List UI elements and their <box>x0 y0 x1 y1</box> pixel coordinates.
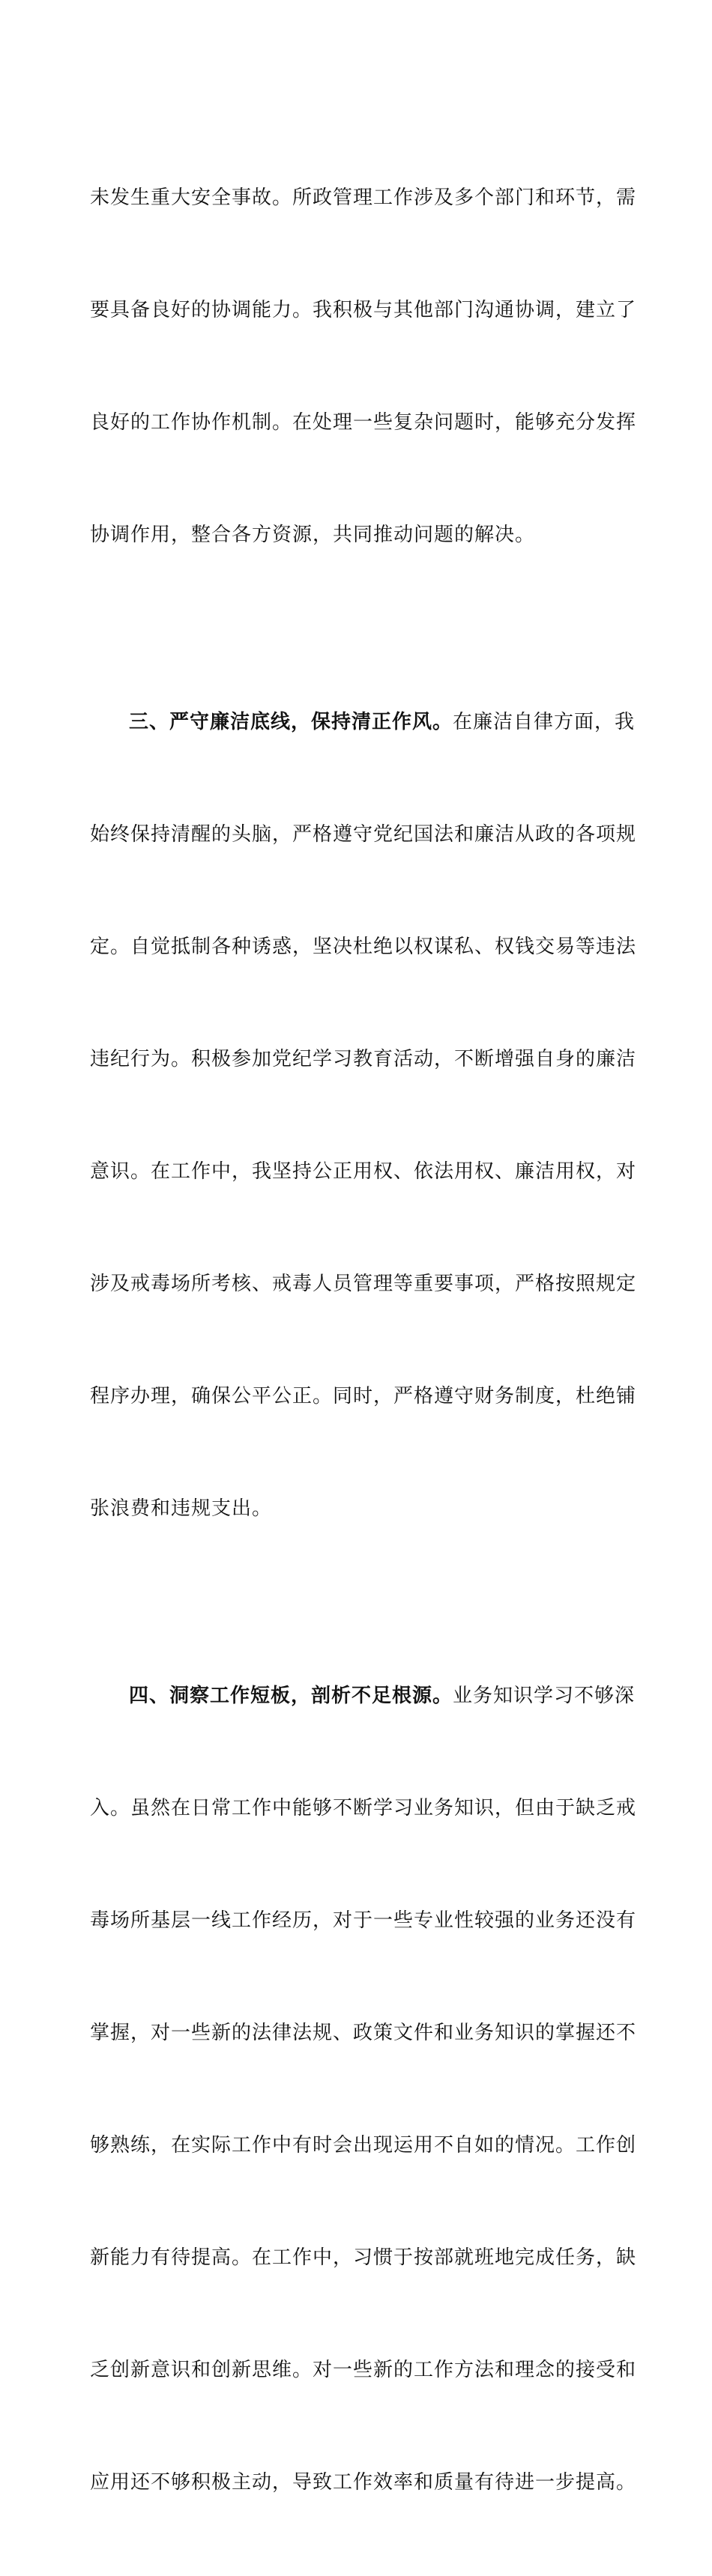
text-run: 在廉洁自律方面，我 <box>453 711 636 733</box>
text-line: 张浪费和违规支出。 <box>90 1497 273 1520</box>
paragraph-first-line <box>90 1677 636 1715</box>
text-line: 应用还不够积极主动，导致工作效率和质量有待进一步提高。 <box>90 2471 637 2494</box>
paragraph-2 <box>90 628 637 1602</box>
text-line: 够熟练，在实际工作中有时会出现运用不自如的情况。工作创 <box>90 2134 637 2157</box>
text-run: 业务知识学习不够深 <box>453 1685 636 1707</box>
section-heading: 四、洞察工作短板，剖析不足根源。 <box>129 1685 453 1707</box>
text-line: 未发生重大安全事故。所政管理工作涉及多个部门和环节，需 <box>90 187 637 209</box>
text-line: 新能力有待提高。在工作中，习惯于按部就班地完成任务，缺 <box>90 2246 637 2269</box>
text-line: 协调作用，整合各方资源，共同推动问题的解决。 <box>90 524 536 546</box>
text-line: 毒场所基层一线工作经历，对于一些专业性较强的业务还没有 <box>90 1909 637 1932</box>
paragraph-3 <box>90 1602 637 2576</box>
text-line: 意识。在工作中，我坚持公正用权、依法用权、廉洁用权，对 <box>90 1160 637 1183</box>
text-line: 入。虽然在日常工作中能够不断学习业务知识，但由于缺乏戒 <box>90 1797 637 1819</box>
text-line: 违纪行为。积极参加党纪学习教育活动，不断增强自身的廉洁 <box>90 1048 637 1070</box>
text-line: 良好的工作协作机制。在处理一些复杂问题时，能够充分发挥 <box>90 411 637 434</box>
text-line: 定。自觉抵制各种诱惑，坚决杜绝以权谋私、权钱交易等违法 <box>90 936 637 958</box>
text-line: 涉及戒毒场所考核、戒毒人员管理等重要事项，严格按照规定 <box>90 1273 637 1295</box>
paragraph-1 <box>90 104 637 628</box>
paragraph-first-line <box>90 703 636 741</box>
text-line: 程序办理，确保公平公正。同时，严格遵守财务制度，杜绝铺 <box>90 1385 637 1407</box>
document-body <box>90 104 637 2576</box>
text-line: 要具备良好的协调能力。我积极与其他部门沟通协调，建立了 <box>90 299 637 321</box>
text-line: 始终保持清醒的头脑，严格遵守党纪国法和廉洁从政的各项规 <box>90 823 637 846</box>
text-line: 乏创新意识和创新思维。对一些新的工作方法和理念的接受和 <box>90 2359 637 2381</box>
section-heading: 三、严守廉洁底线，保持清正作风。 <box>129 711 453 733</box>
text-line: 掌握，对一些新的法律法规、政策文件和业务知识的掌握还不 <box>90 2022 637 2044</box>
